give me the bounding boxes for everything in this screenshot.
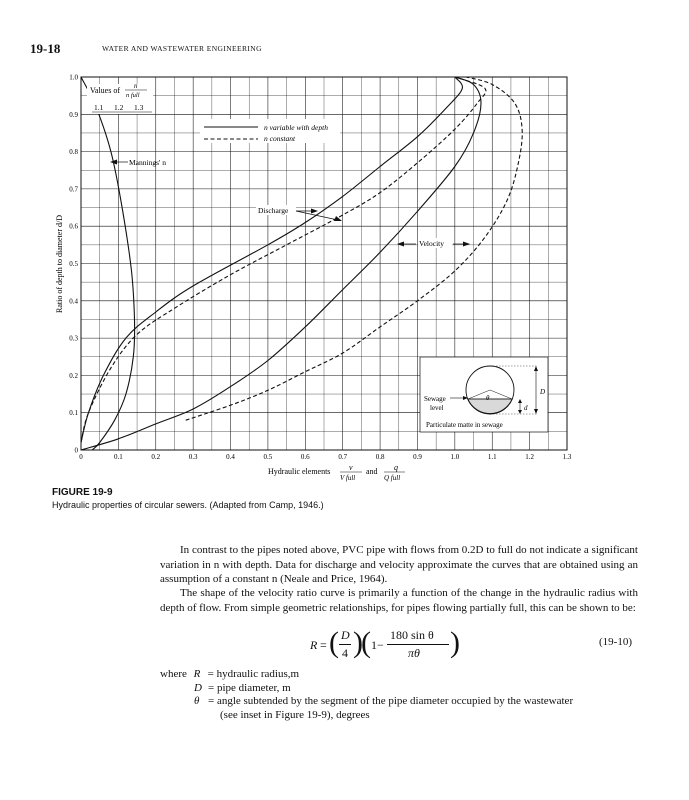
y-tick-label: 0 (74, 446, 78, 455)
y-tick-label: 0.8 (69, 148, 78, 157)
x-and: and (366, 467, 378, 476)
x-ratio1-den: V full (340, 474, 356, 482)
x-tick-label: 0.8 (375, 453, 385, 461)
x-tick-label: 0.1 (114, 453, 123, 461)
paragraph-1: In contrast to the pipes noted above, PVC pipe with flows from 0.2D to full do not indicate a significant variation in n with depth. Data for discharge and velocity approximate the curves that are obtained using an assumption of a constant n (Neale and Price, 1964). (160, 544, 638, 585)
y-tick-label: 0.4 (69, 297, 78, 306)
y-tick-label: 0.7 (69, 185, 78, 194)
x-ratio2-den: Q full (384, 474, 401, 482)
y-tick-label: 0.3 (69, 334, 78, 343)
eq-d-den: 4 (342, 646, 348, 660)
page-number: 19-18 (30, 41, 61, 56)
eq-one-minus: 1− (371, 638, 384, 652)
y-tick-label: 1.0 (69, 73, 78, 82)
velocity-label: Velocity (419, 239, 444, 248)
x-tick-label: 1.0 (450, 453, 460, 461)
sewage-level-1: Sewage (424, 395, 446, 403)
def-sym-theta: θ (194, 695, 200, 707)
x-ratio2-num: q (394, 463, 398, 472)
def-text-theta: = angle subtended by the segment of the pipe diameter occupied by the wastewater (208, 695, 574, 707)
x-tick-label: 0.3 (188, 453, 198, 461)
y-tick-label: 0.6 (69, 222, 78, 231)
running-title: WATER AND WASTEWATER ENGINEERING (102, 44, 262, 53)
n-tick-3: 1.3 (134, 103, 144, 112)
legend-solid-label: n variable with depth (264, 123, 328, 132)
def-sym-r: R (193, 668, 201, 680)
inset-D: D (540, 388, 546, 396)
values-of-label: Values of (90, 86, 120, 95)
n-tick-2: 1.2 (114, 103, 124, 112)
x-tick-label: 0.4 (226, 453, 235, 461)
inset-d: d (524, 404, 528, 412)
figure-label: FIGURE 19-9 (52, 487, 113, 498)
n-ratio-den: n full (126, 92, 140, 99)
n-tick-1: 1.1 (94, 103, 104, 112)
x-tick-label: 0.6 (300, 453, 310, 461)
eq-lhs: R (310, 638, 318, 652)
x-tick-label: 0 (79, 453, 83, 461)
where-intro: where (160, 668, 187, 680)
y-axis-label: Ratio of depth to diameter d/D (55, 215, 64, 313)
x-ratio1-num: v (349, 463, 353, 472)
where-block (160, 668, 573, 722)
y-tick-label: 0.2 (69, 371, 78, 380)
pipe-inset (420, 357, 548, 432)
paragraph-2: The shape of the velocity ratio curve is primarily a function of the change in the hydraulic radius with depth of flow. From simple geometric relationships, for pipes flowing partially full, this can be shown to be: (160, 587, 638, 614)
y-tick-label: 0.9 (69, 110, 78, 119)
mannings-n-label: Mannings' n (129, 158, 166, 167)
def-text-d: = pipe diameter, m (208, 681, 291, 694)
eq-frac-num: 180 sin θ (390, 628, 434, 642)
n-ratio-num: n (134, 82, 138, 90)
x-tick-label: 0.5 (263, 453, 273, 461)
equation-19-10: R = ( D 4 ) ( 1− 180 sin θ πθ ) (310, 626, 460, 660)
def-continuation: (see inset in Figure 19-9), degrees (220, 708, 370, 721)
def-sym-d: D (194, 681, 202, 694)
x-axis-label: Hydraulic elements (268, 467, 331, 476)
figure-caption: Hydraulic properties of circular sewers. (Adapted from Camp, 1946.) (52, 500, 324, 510)
equation-number: (19-10) (599, 636, 632, 648)
eq-frac-den: πθ (408, 646, 420, 660)
inset-theta: θ (486, 394, 490, 402)
y-tick-label: 0.1 (69, 409, 78, 418)
sewage-level-2: level (430, 404, 444, 412)
def-text-r: = hydraulic radius,m (207, 668, 300, 680)
particulate-label: Particulate matte in sewage (426, 421, 503, 429)
eq-d-num: D (341, 628, 350, 642)
legend-dashed-label: n constant (264, 134, 296, 143)
x-tick-label: 0.7 (338, 453, 348, 461)
x-tick-label: 1.1 (487, 453, 497, 461)
y-tick-label: 0.5 (69, 260, 78, 268)
x-tick-label: 1.2 (525, 453, 534, 461)
x-tick-label: 0.2 (151, 453, 161, 461)
discharge-label: Discharge (258, 206, 289, 215)
x-tick-label: 1.3 (562, 453, 572, 461)
x-tick-label: 0.9 (413, 453, 422, 461)
